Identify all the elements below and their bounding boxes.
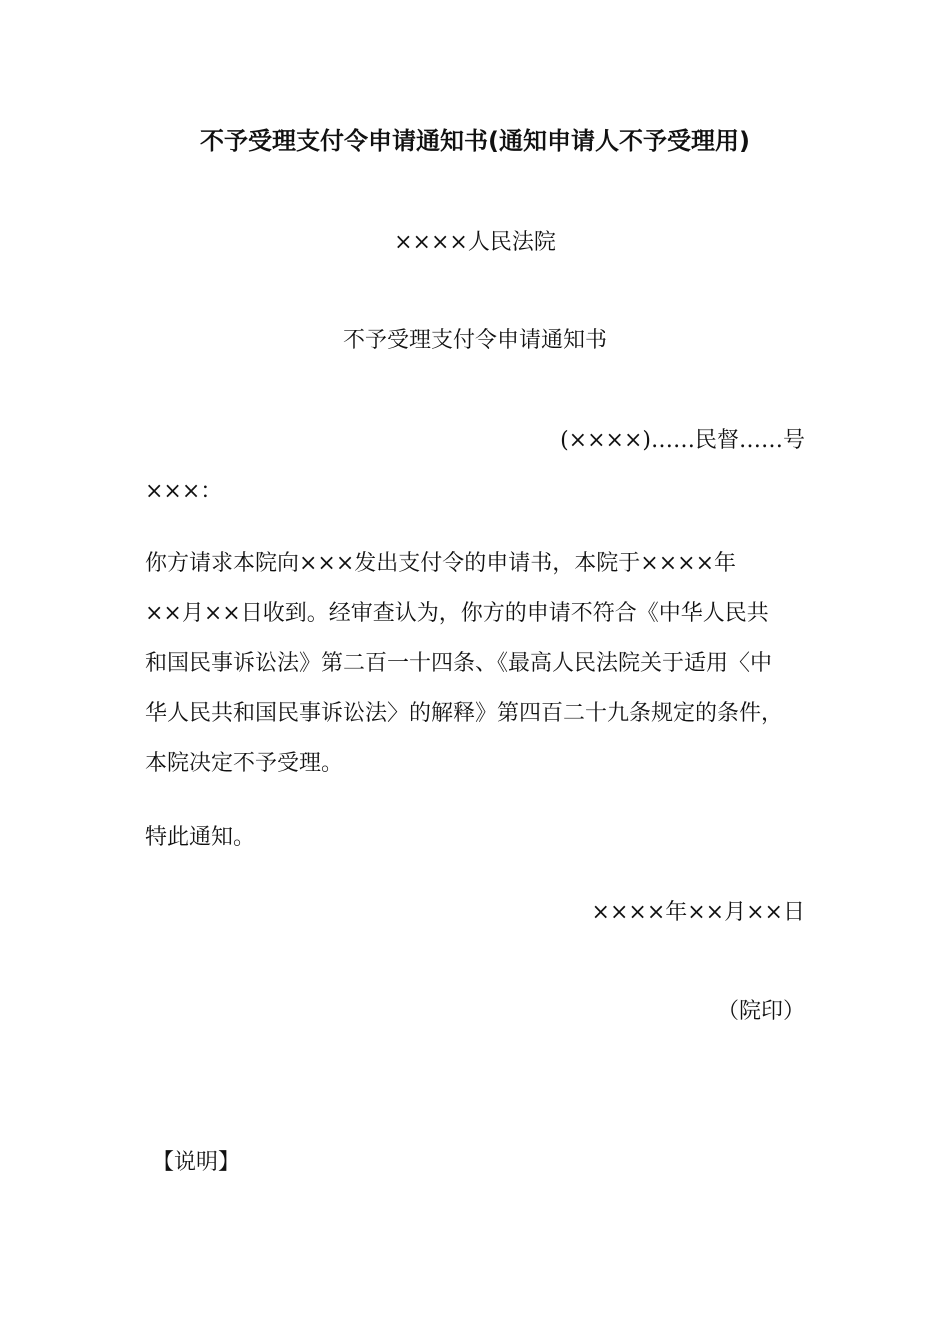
body-line: ××月××日收到。经审查认为，你方的申请不符合《中华人民共 (145, 601, 769, 626)
issue-date: ××××年××月××日 (591, 900, 805, 925)
document-title: 不予受理支付令申请通知书(通知申请人不予受理用) (200, 127, 750, 155)
body-line: 华人民共和国民事诉讼法〉的解释》第四百二十九条规定的条件， (145, 701, 784, 726)
note-heading: 【说明】 (152, 1150, 241, 1175)
court-seal-label: （院印） (716, 999, 805, 1024)
case-number: (××××)……民督……号 (560, 428, 805, 453)
court-name: ××××人民法院 (394, 230, 556, 255)
closing-text: 特此通知。 (145, 825, 256, 850)
body-line: 和国民事诉讼法》第二百一十四条、《最高人民法院关于适用〈中 (145, 651, 773, 676)
body-line: 你方请求本院向×××发出支付令的申请书，本院于××××年 (145, 551, 737, 576)
body-line: 本院决定不予受理。 (145, 751, 344, 776)
addressee: ×××： (145, 479, 223, 504)
notice-name: 不予受理支付令申请通知书 (342, 328, 607, 353)
